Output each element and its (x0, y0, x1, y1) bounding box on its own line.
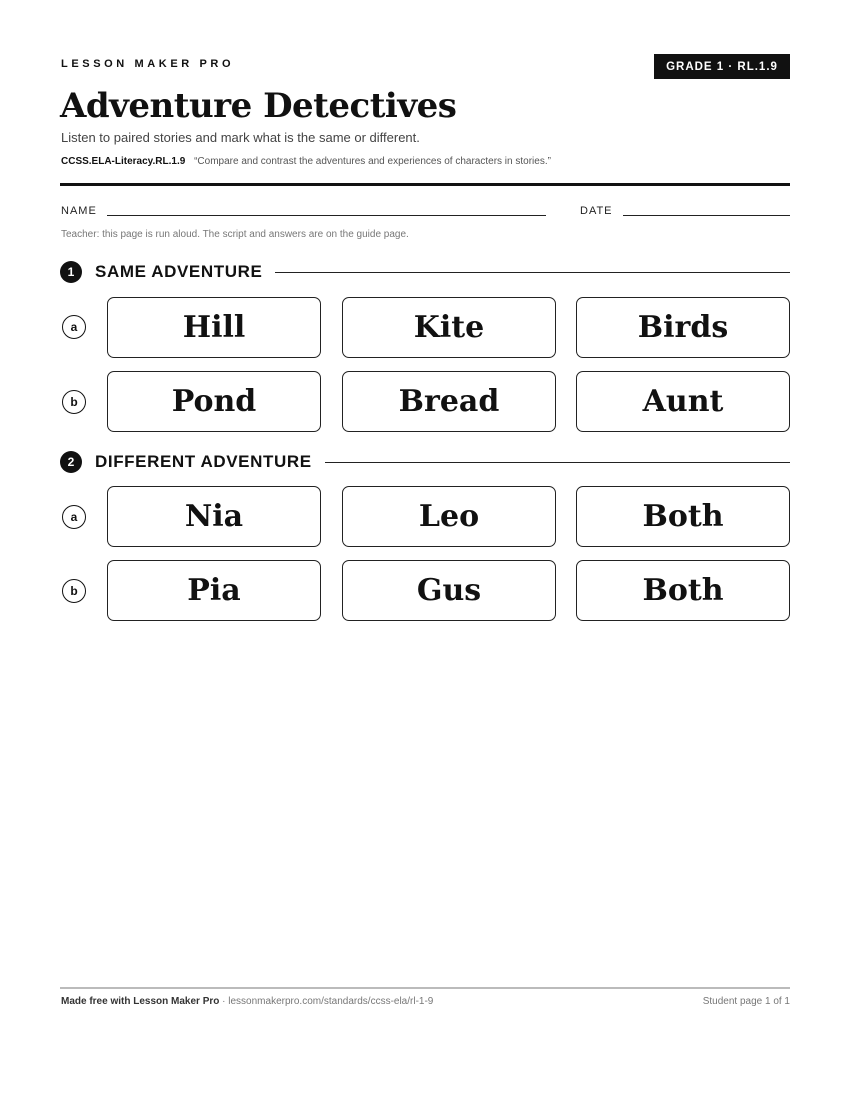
section-title: SAME ADVENTURE (95, 262, 263, 281)
date-label: DATE (580, 205, 613, 217)
choice-card[interactable]: Kite (342, 297, 556, 358)
grade-badge: GRADE 1 · RL.1.9 (654, 54, 790, 79)
choice-card[interactable]: Birds (576, 297, 790, 358)
teacher-note: Teacher: this page is run aloud. The script and answers are on the guide page. (61, 229, 409, 240)
choice-card[interactable]: Both (576, 560, 790, 621)
choice-card[interactable]: Aunt (576, 371, 790, 432)
section-divider (325, 462, 790, 463)
row-letter-a: a (62, 505, 86, 529)
row-letter-b: b (62, 579, 86, 603)
footer-url: · lessonmakerpro.com/standards/ccss-ela/rl-1-9 (219, 996, 434, 1007)
section-divider (275, 272, 790, 273)
brand-name: LESSON MAKER PRO (61, 58, 235, 70)
footer-divider (60, 987, 790, 989)
page-subtitle: Listen to paired stories and mark what is the same or different. (61, 130, 420, 145)
section-number: 1 (60, 261, 82, 283)
choice-card[interactable]: Bread (342, 371, 556, 432)
standard-code: CCSS.ELA-Literacy.RL.1.9 (61, 156, 186, 167)
choice-card[interactable]: Pia (107, 560, 321, 621)
section-number: 2 (60, 451, 82, 473)
footer-made-with: Made free with Lesson Maker Pro (61, 996, 220, 1007)
date-field[interactable] (623, 215, 790, 216)
row-letter-a: a (62, 315, 86, 339)
section-same-adventure (60, 261, 790, 283)
choice-card[interactable]: Nia (107, 486, 321, 547)
standard-text: “Compare and contrast the adventures and experiences of characters in stories.” (194, 156, 551, 167)
choice-card[interactable]: Hill (107, 297, 321, 358)
choice-card[interactable]: Gus (342, 560, 556, 621)
name-field[interactable] (107, 215, 546, 216)
choice-card[interactable]: Both (576, 486, 790, 547)
name-label: NAME (61, 205, 97, 217)
footer-page-label: Student page 1 of 1 (702, 996, 790, 1007)
choice-card[interactable]: Leo (342, 486, 556, 547)
header-divider (60, 183, 790, 186)
footer-credit (61, 996, 433, 1007)
choice-card[interactable]: Pond (107, 371, 321, 432)
standard-line (61, 156, 551, 167)
section-title: DIFFERENT ADVENTURE (95, 452, 312, 471)
row-letter-b: b (62, 390, 86, 414)
page-title: Adventure Detectives (60, 86, 457, 126)
section-different-adventure (60, 451, 790, 473)
